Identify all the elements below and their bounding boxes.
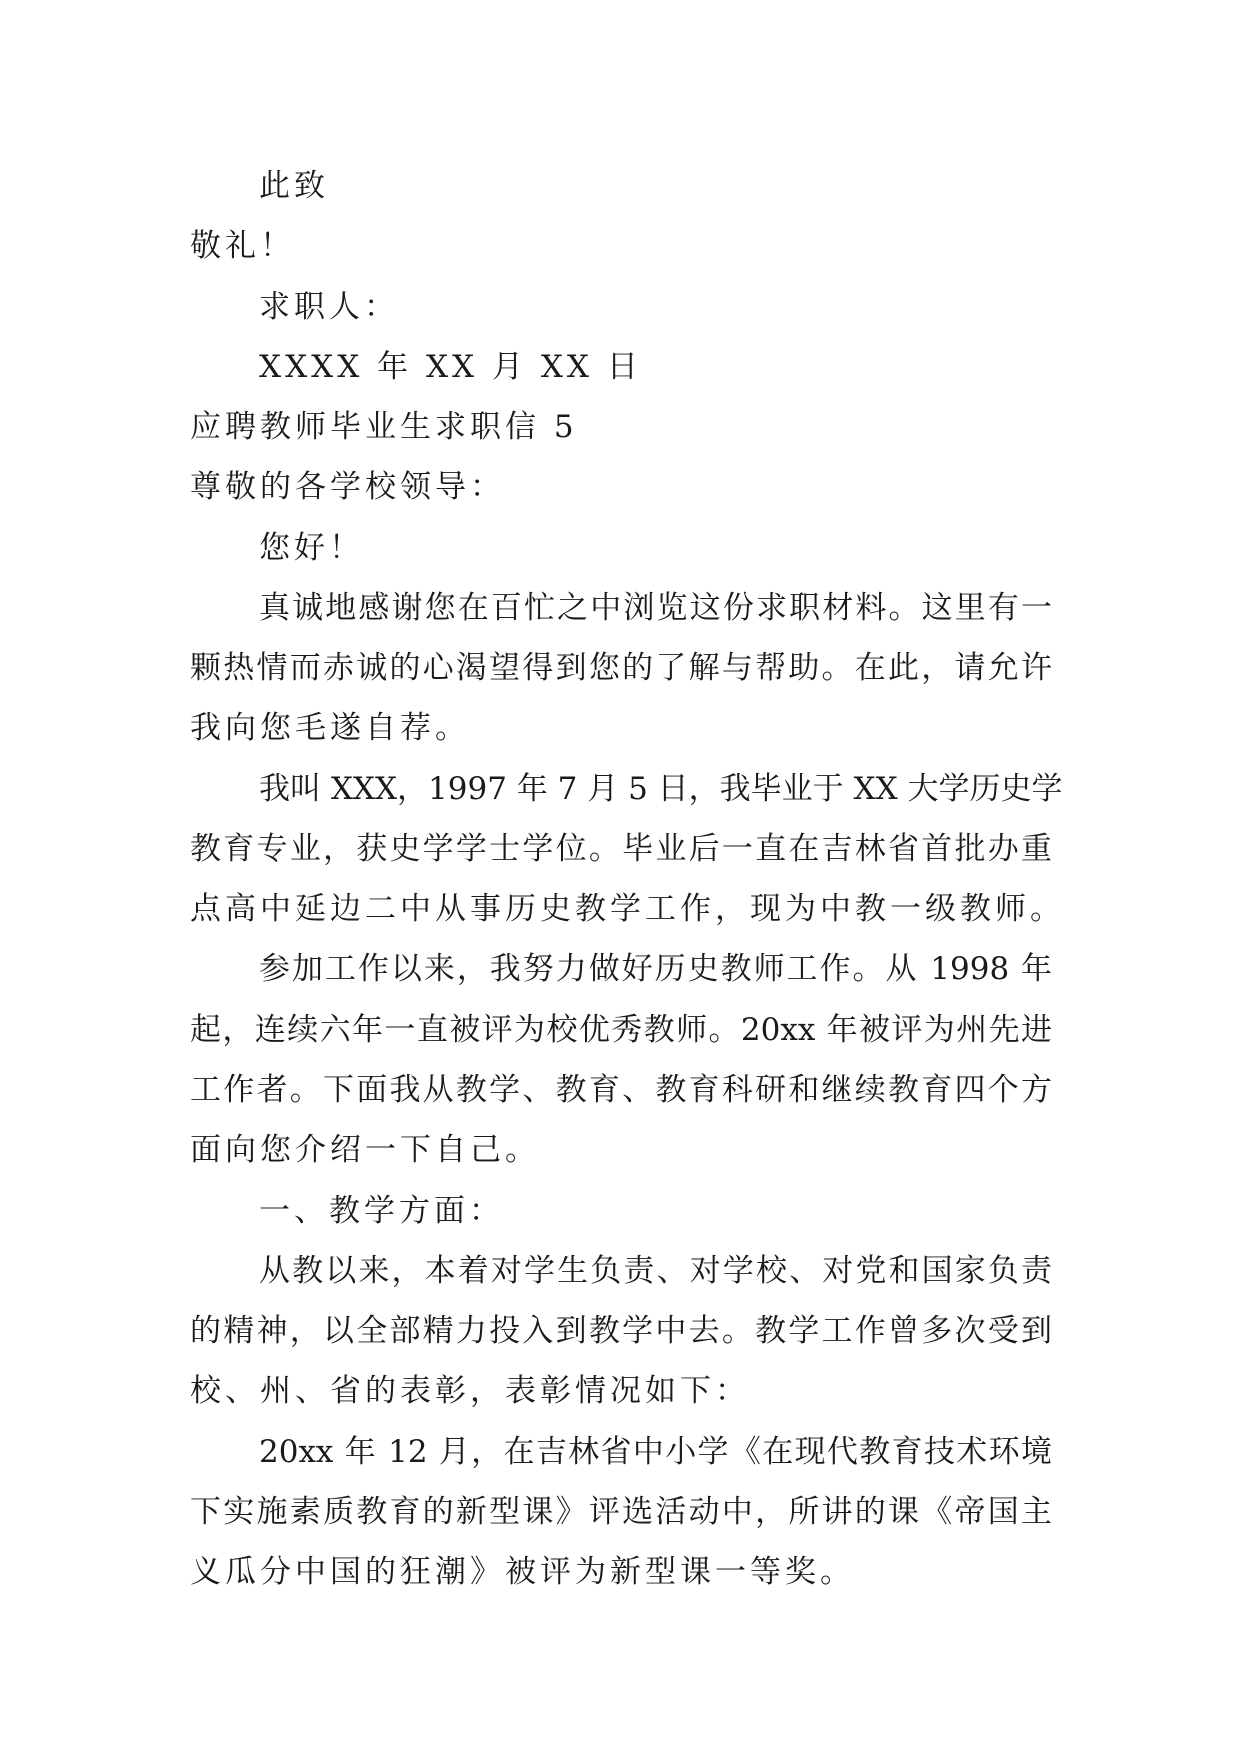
paragraph-line: 我叫 XXX，1997 年 7 月 5 日，我毕业于 XX 大学历史学 — [259, 771, 1063, 807]
recipient-line: 尊敬的各学校领导： — [190, 469, 505, 505]
paragraph-line: 参加工作以来，我努力做好历史教师工作。从 1998 年 — [259, 951, 1052, 987]
paragraph-line: 义瓜分中国的狂潮》被评为新型课一等奖。 — [190, 1554, 855, 1590]
paragraph-line: 点高中延边二中从事历史教学工作，现为中教一级教师。 — [190, 891, 1065, 927]
paragraph-line: 20xx 年 12 月，在吉林省中小学《在现代教育技术环境 — [259, 1434, 1052, 1470]
paragraph-line: 工作者。下面我从教学、教育、教育科研和继续教育四个方 — [190, 1072, 1052, 1108]
paragraph-line: 起，连续六年一直被评为校优秀教师。20xx 年被评为州先进 — [190, 1012, 1052, 1048]
salutation-closing: 敬礼！ — [190, 228, 295, 264]
section-heading: 一、教学方面： — [259, 1193, 504, 1229]
greeting-line: 您好！ — [259, 530, 364, 566]
paragraph-line: 我向您毛遂自荐。 — [190, 710, 470, 746]
applicant-label: 求职人： — [259, 289, 399, 325]
paragraph-line: 下实施素质教育的新型课》评选活动中，所讲的课《帝国主 — [190, 1494, 1052, 1530]
paragraph-line: 从教以来，本着对学生负责、对学校、对党和国家负责 — [259, 1253, 1052, 1289]
paragraph-line: 校、州、省的表彰，表彰情况如下： — [190, 1373, 750, 1409]
closing-phrase: 此致 — [259, 168, 329, 204]
letter-title: 应聘教师毕业生求职信 5 — [190, 409, 578, 445]
paragraph-line: 面向您介绍一下自己。 — [190, 1132, 540, 1168]
paragraph-line: 颗热情而赤诚的心渴望得到您的了解与帮助。在此，请允许 — [190, 650, 1052, 686]
date-line: XXXX 年 XX 月 XX 日 — [259, 349, 642, 385]
paragraph-line: 教育专业，获史学学士学位。毕业后一直在吉林省首批办重 — [190, 831, 1052, 867]
paragraph-line: 的精神，以全部精力投入到教学中去。教学工作曾多次受到 — [190, 1313, 1052, 1349]
paragraph-line: 真诚地感谢您在百忙之中浏览这份求职材料。这里有一 — [259, 590, 1052, 626]
